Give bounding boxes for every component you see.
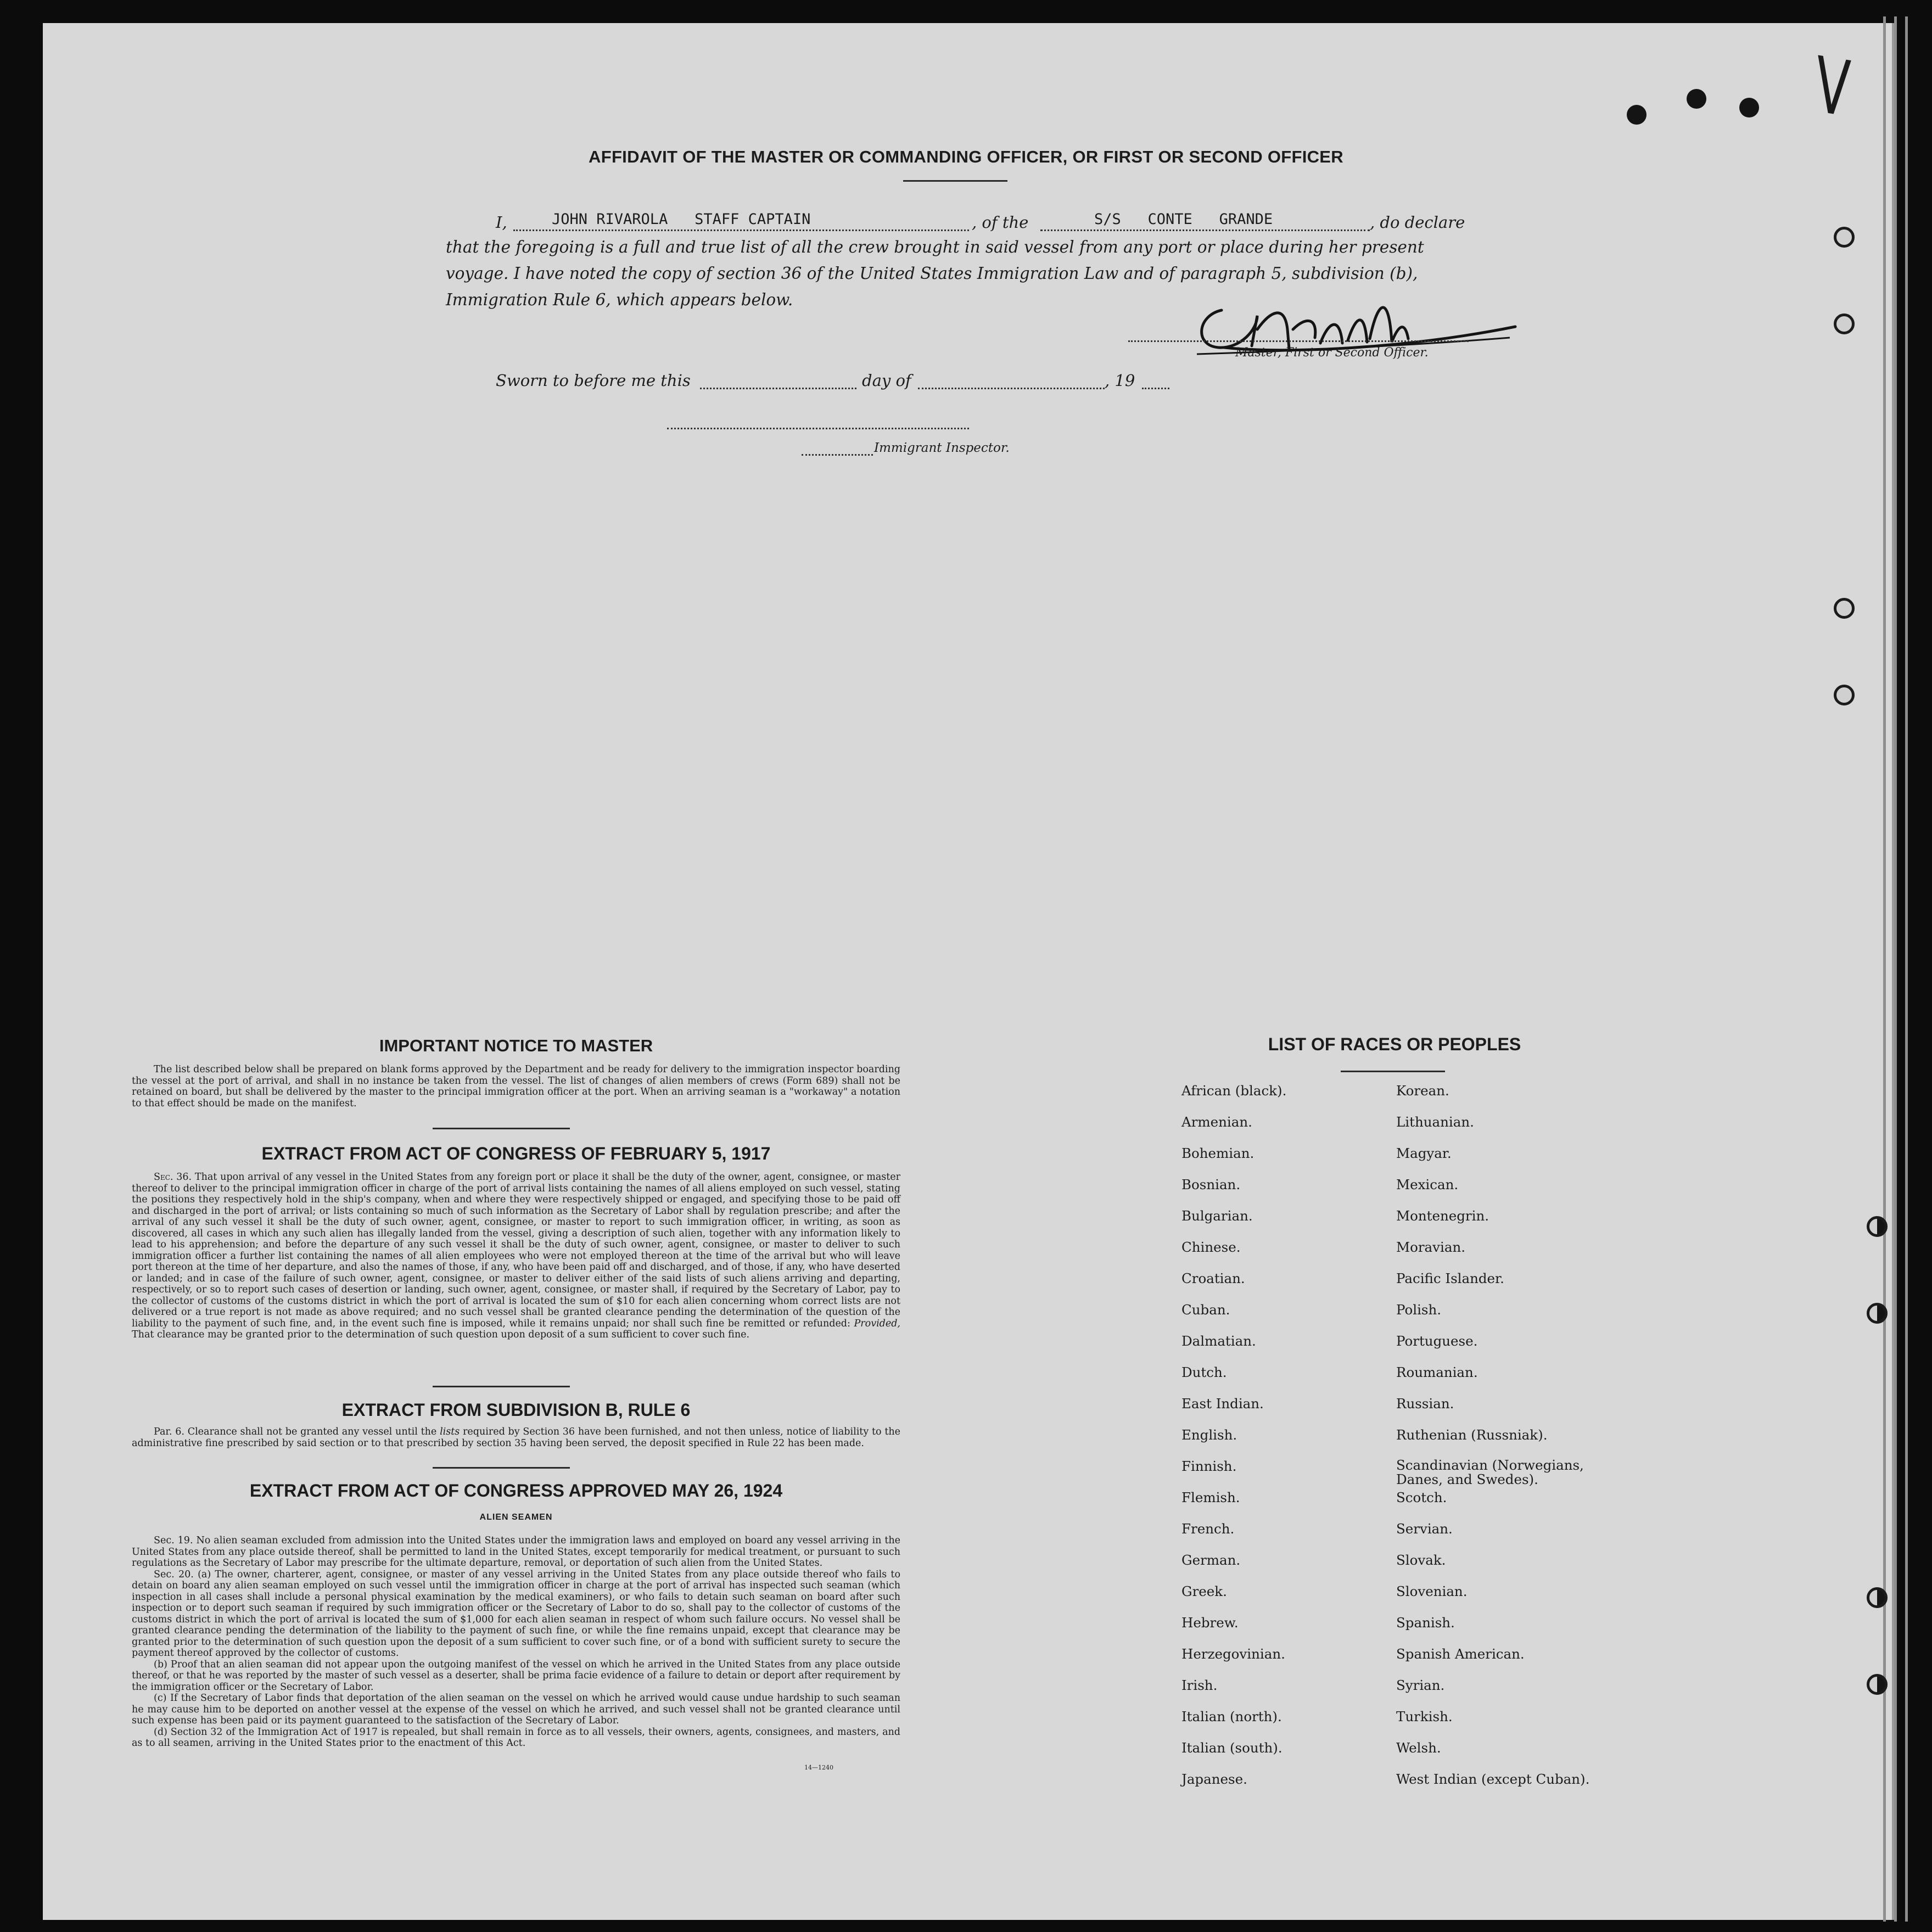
race-item: Dalmatian. [1181,1333,1256,1349]
binder-ring [1834,685,1855,705]
extract-rule6-title: EXTRACT FROM SUBDIVISION B, RULE 6 [341,1400,691,1420]
race-item: Spanish American. [1396,1646,1525,1662]
race-item: Finnish. [1181,1458,1237,1474]
title-rule [903,180,1007,182]
race-item: Welsh. [1396,1740,1441,1756]
race-item: Pacific Islander. [1396,1270,1504,1286]
page-edge [1883,16,1886,1922]
sworn-label: Sworn to before me this [496,371,691,390]
affidavit-line-4: Immigration Rule 6, which appears below. [446,290,793,309]
race-item: Croatian. [1181,1270,1245,1286]
sworn-month-line [918,388,1105,389]
extract-1924-title: EXTRACT FROM ACT OF CONGRESS APPROVED MAY 26, 1924 [249,1481,783,1500]
sec20a-text: Sec. 20. (a) The owner, charterer, agent, consignee, or master of any vessel arriving in the United States from any place outside thereof who fails to detain on board any alien seaman employed on such vessel until the immigration officer in charge at the port of arrival has inspected such seaman (which inspection in all cases shall include a personal physical examination by the medical examiners), or who fails to detain such seaman on board after such inspection or to deport such seaman if required by such immigration officer or the Secretary of Labor to do so, shall pay to the collector of customs of the customs district in which the port of arrival is located the sum of $1,000 for each alien seaman in respect of whom such failure occurs. No vessel shall be granted clearance pending the determination of the liability to the payment of such fine, or while the fine remains unpaid, except that clearance may be granted prior to the determination of such question upon the deposit of a sum sufficient to cover such fine, or of a bond with sufficient surety to secure the payment thereof approved by the collector of customs. [132,1569,900,1659]
race-item: Slovenian. [1396,1583,1468,1599]
race-item: Polish. [1396,1302,1442,1318]
binder-hole [1739,98,1759,117]
race-item: Russian. [1396,1396,1454,1412]
race-item: Japanese. [1181,1771,1247,1787]
rule6-text-b: required by Section 36 have been furnished, and not then unless, notice of liability to the administrative fine prescribed by said section or to that prescribed by section 35 having been served, the deposit specified in Rule 22 has been made. [132,1426,900,1449]
race-item: East Indian. [1181,1396,1264,1412]
race-item: Scotch. [1396,1489,1447,1505]
sec19-text: Sec. 19. No alien seaman excluded from admission into the United States under the immigration laws and employed on board any vessel arriving in the United States from any place outside thereof, shall be permitted to land in the United States, except temporarily for medical treatment, or pursuant to such regulations as the Secretary of Labor may prescribe for the ultimate departure, removal, or deportation of such alien from the United States. [132,1535,900,1569]
race-item: Moravian. [1396,1239,1466,1255]
binder-ring [1834,227,1855,248]
race-item: Dutch. [1181,1364,1227,1380]
race-item: Syrian. [1396,1677,1445,1693]
notice-body: The list described below shall be prepared on blank forms approved by the Department and be ready for delivery to the immigration inspector boarding the vessel at the port of arrival, and shall in no instance be taken from the vessel. The list of changes of alien members of crews (Form 689) shall not be retained on board, but shall be delivered by the master to the principal immigration officer at the port. When an arriving seaman is a "workaway" a notation to that effect should be made on the manifest. [132,1064,900,1109]
day-of-label: day of [862,371,911,390]
notice-title: IMPORTANT NOTICE TO MASTER [379,1036,653,1055]
section-rule [433,1467,570,1469]
race-item: Scandinavian (Norwegians, Danes, and Swedes). [1396,1457,1584,1487]
race-item: Italian (north). [1181,1709,1282,1724]
race-item: Cuban. [1181,1302,1230,1318]
race-item: Montenegrin. [1396,1208,1489,1224]
section-text: That upon arrival of any vessel in the United States from any foreign port or place it shall be the duty of the owner, agent, consignee, or master thereof to deliver to the principal immigration officer in charge of the port of arrival lists containing the names of all aliens employed on such vessel, stating the positions they respectively hold in the ship's company, when and where they were respectively shipped or engaged, and specifying those to be paid off and discharged in the port of arrival; or lists containing so much of such information as the Secretary of Labor shall by regulation prescribe; and after the arrival of any such vessel it shall be the duty of such owner, agent, consignee, or master to report to such immigration officer, in writing, as soon as discovered, all cases in which any such alien has illegally landed from the vessel, giving a description of such alien, together with any information likely to lead to his apprehension; and before the departure of any such vessel it shall be the duty of such owner, agent, consignee, or master to deliver to such immigration officer a further list containing the names of all alien employees who were not employed thereon at the time of the arrival but who will leave port thereon at the time of her departure, and also the names of those, if any, who have been paid off and discharged, and of those, if any, who have deserted or landed; and in case of the failure of such owner, agent, consignee, or master to deliver either of the said lists of such aliens arriving and departing, respectively, or so to report such cases of desertion or landing, such owner, agent, consignee, or master shall, if required by the Secretary of Labor, pay to the collector of customs of the customs district in which the port of arrival is located the sum of $10 for each alien concerning whom correct lists are not delivered or a true report is not made as above required; and no such vessel shall be granted clearance pending the determination of the question of the liability to the payment of such fine, and, in the event such fine is imposed, while it remains unpaid; nor shall such fine be remitted or refunded: [132,1172,900,1329]
binder-ring [1834,313,1855,334]
sworn-year-line [1142,388,1169,389]
vessel-name: S/S CONTE GRANDE [1094,211,1273,228]
race-item: Irish. [1181,1677,1218,1693]
race-item: Bosnian. [1181,1177,1241,1192]
race-item: Magyar. [1396,1145,1452,1161]
races-left-column [1181,1083,1374,1802]
race-item: Italian (south). [1181,1740,1283,1756]
race-item: Spanish. [1396,1615,1455,1631]
races-rule [1341,1071,1445,1072]
page-edge [1905,16,1908,1922]
form-code: 14—1240 [804,1764,833,1771]
races-right-column [1396,1083,1627,1802]
extract-1917-body [132,1172,900,1341]
race-item: Herzegovinian. [1181,1646,1285,1662]
extract-rule6-body [132,1426,900,1449]
race-item: West Indian (except Cuban). [1396,1771,1590,1787]
signature-line [1128,340,1469,342]
binder-hole [1627,105,1647,125]
proviso-text: That clearance may be granted prior to the determination of such question upon deposit of a sum sufficient to cover such fine. [132,1329,750,1340]
binder-ring [1867,1587,1888,1608]
binder-ring [1834,598,1855,619]
extract-1917-title: EXTRACT FROM ACT OF CONGRESS OF FEBRUARY 5, 1917 [261,1144,771,1163]
affidavit-i: I, [496,213,507,232]
race-item: Roumanian. [1396,1364,1478,1380]
sec20d-text: (d) Section 32 of the Immigration Act of 1917 is repealed, but shall remain in force as to all vessels, their owners, agents, consignees, and masters, and as to all seamen, arriving in the United States prior to the enactment of this Act. [132,1726,900,1749]
race-item: French. [1181,1521,1235,1537]
race-item: Korean. [1396,1083,1449,1099]
race-item: Hebrew. [1181,1615,1239,1631]
section-rule [433,1386,570,1387]
binder-ring [1867,1674,1888,1695]
race-item: Mexican. [1396,1177,1459,1192]
do-declare-label: , do declare [1370,213,1465,232]
race-item: Slovak. [1396,1552,1446,1568]
vessel-line [1040,229,1370,231]
race-item: Lithuanian. [1396,1114,1474,1130]
section-label: Sec. 36. [154,1172,192,1183]
race-item: Servian. [1396,1521,1453,1537]
race-item: Bohemian. [1181,1145,1255,1161]
of-the-label: , of the [972,213,1029,232]
inspector-line [667,428,969,429]
year-label: , 19 [1105,371,1135,390]
sworn-day-line [700,388,856,389]
race-item: Turkish. [1396,1709,1453,1724]
race-item: German. [1181,1552,1241,1568]
race-item: Chinese. [1181,1239,1241,1255]
rule6-lists: lists [440,1426,460,1437]
races-title: LIST OF RACES OR PEOPLES [1268,1034,1521,1054]
race-item: Armenian. [1181,1114,1252,1130]
signature-caption: Master, First or Second Officer. [1235,346,1429,360]
race-item: Flemish. [1181,1489,1240,1505]
race-item: Portuguese. [1396,1333,1478,1349]
proviso-label: Provided, [854,1318,900,1329]
name-line [513,229,969,231]
margin-mark: V [1812,40,1853,135]
inspector-line-short [802,454,873,456]
binder-hole [1687,89,1706,109]
affidavit-line-3: voyage. I have noted the copy of section 36 of the United States Immigration Law and of paragraph 5, subdivision (b), [446,264,1418,283]
affidavit-title: AFFIDAVIT OF THE MASTER OR COMMANDING OFFICER, OR FIRST OR SECOND OFFICER [589,147,1343,166]
race-item: Bulgarian. [1181,1208,1253,1224]
section-rule [433,1128,570,1129]
binder-ring [1867,1303,1888,1324]
extract-1924-subtitle: ALIEN SEAMEN [479,1513,553,1522]
officer-name: JOHN RIVAROLA STAFF CAPTAIN [552,211,811,228]
affidavit-line-2: that the foregoing is a full and true list of all the crew brought in said vessel from any port or place during her present [446,238,1424,256]
rule6-text-a: Par. 6. Clearance shall not be granted any vessel until the [154,1426,437,1437]
race-item: African (black). [1181,1083,1287,1099]
extract-1924-body [132,1535,900,1749]
sec20c-text: (c) If the Secretary of Labor finds that deportation of the alien seaman on the vessel on which he arrived would cause undue hardship to such seaman he may cause him to be deported on another vessel at the expense of the vessel on which he arrived, and such vessel shall not be granted clearance until such expense has been paid or its payment guaranteed to the satisfaction of the Secretary of Labor. [132,1693,900,1726]
race-item: Greek. [1181,1583,1227,1599]
page-edge [1894,16,1897,1922]
sec20b-text: (b) Proof that an alien seaman did not appear upon the outgoing manifest of the vessel on which he arrived in the United States from any place outside thereof, or that he was reported by the master of such vessel as a deserter, shall be prima facie evidence of a failure to detain or deport after requirement by the immigration officer or the Secretary of Labor. [132,1659,900,1693]
race-item: English. [1181,1427,1237,1443]
race-item: Ruthenian (Russniak). [1396,1427,1548,1443]
binder-ring [1867,1216,1888,1237]
inspector-caption: Immigrant Inspector. [874,441,1010,455]
